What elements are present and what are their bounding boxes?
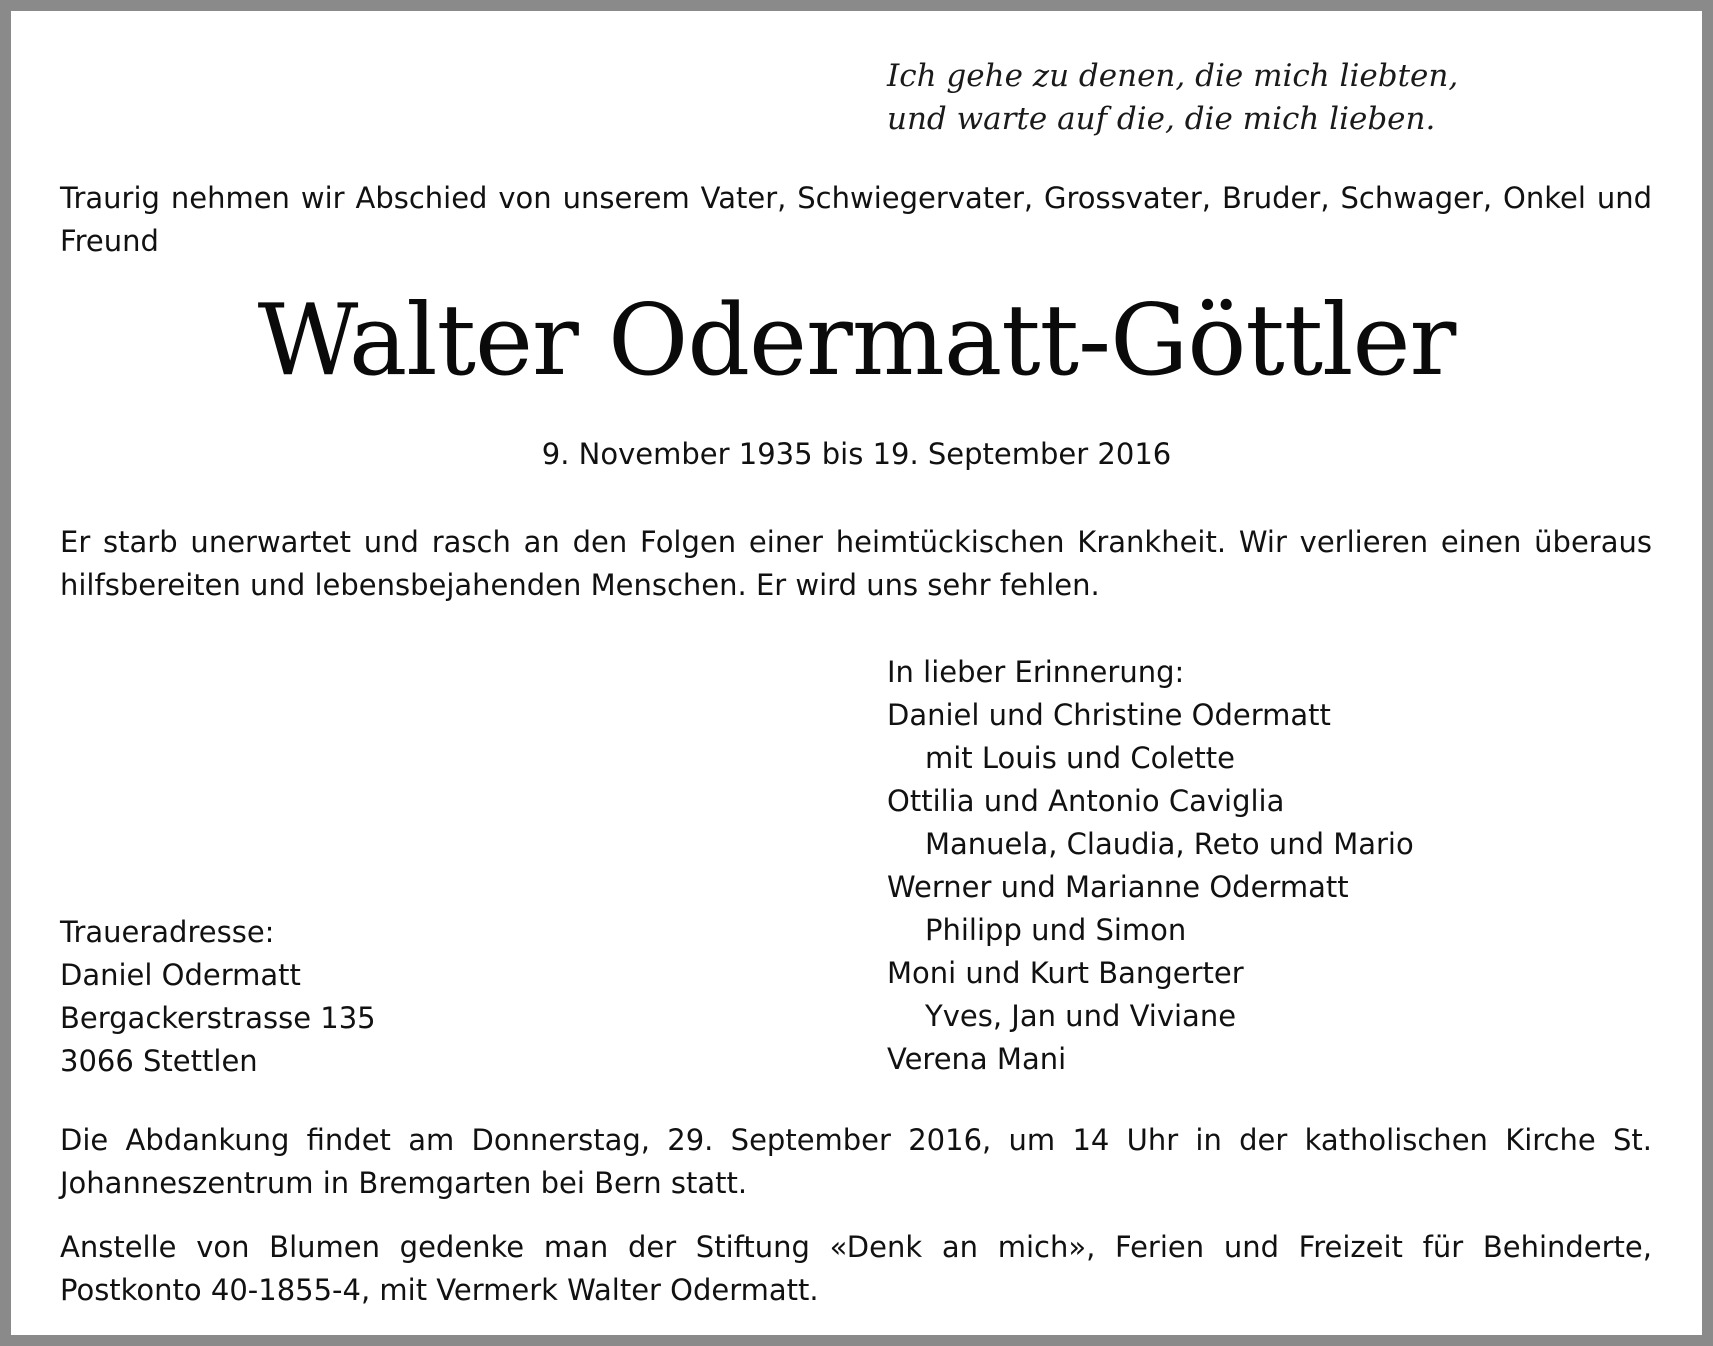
mourner-line: Philipp und Simon [925, 913, 1187, 947]
death-text: Er starb unerwartet und rasch an den Folgen einer heimtückischen Krankheit. Wir verlieren einen überaus hilfsbereiten und lebensbejahenden Menschen. Er wird uns sehr fehlen. [60, 525, 1652, 602]
address-label: Traueradresse: [60, 915, 275, 949]
mourner-line: mit Louis und Colette [925, 741, 1235, 775]
mourner-line: Daniel und Christine Odermatt [887, 698, 1331, 732]
motto-line: Ich gehe zu denen, die mich liebten, [887, 58, 1459, 94]
motto-quote [887, 55, 1458, 141]
mourner-line: Manuela, Claudia, Reto und Mario [925, 827, 1414, 861]
mourner-line: Moni und Kurt Bangerter [887, 956, 1244, 990]
mourner-line: Werner und Marianne Odermatt [887, 870, 1349, 904]
address-street: Bergackerstrasse 135 [60, 1001, 376, 1035]
mourner-line: Yves, Jan und Viviane [925, 999, 1237, 1033]
mourner-line: Verena Mani [887, 1042, 1067, 1076]
mourners-heading: In lieber Erinnerung: [887, 655, 1185, 689]
mourners-list [887, 651, 1414, 1081]
intro-text: Traurig nehmen wir Abschied von unserem Vater, Schwiegervater, Grossvater, Bruder, Schwager, Onkel und Freund [60, 181, 1652, 258]
deceased-name: Walter Odermatt-Göttler [257, 284, 1456, 398]
obituary-page [11, 11, 1702, 1335]
service-text: Die Abdankung findet am Donnerstag, 29. September 2016, um 14 Uhr in der katholischen Kirche St. Johanneszentrum in Bremgarten bei Bern statt. [60, 1123, 1652, 1200]
donation-text: Anstelle von Blumen gedenke man der Stiftung «Denk an mich», Ferien und Freizeit für Behinderte, Postkonto 40-1855-4, mit Vermerk Walter Odermatt. [60, 1230, 1652, 1307]
address-city: 3066 Stettlen [60, 1044, 258, 1078]
mourning-address [60, 911, 376, 1083]
address-name: Daniel Odermatt [60, 958, 301, 992]
mourner-line: Ottilia und Antonio Caviglia [887, 784, 1285, 818]
motto-line: und warte auf die, die mich lieben. [887, 101, 1436, 137]
life-dates: 9. November 1935 bis 19. September 2016 [541, 437, 1172, 471]
